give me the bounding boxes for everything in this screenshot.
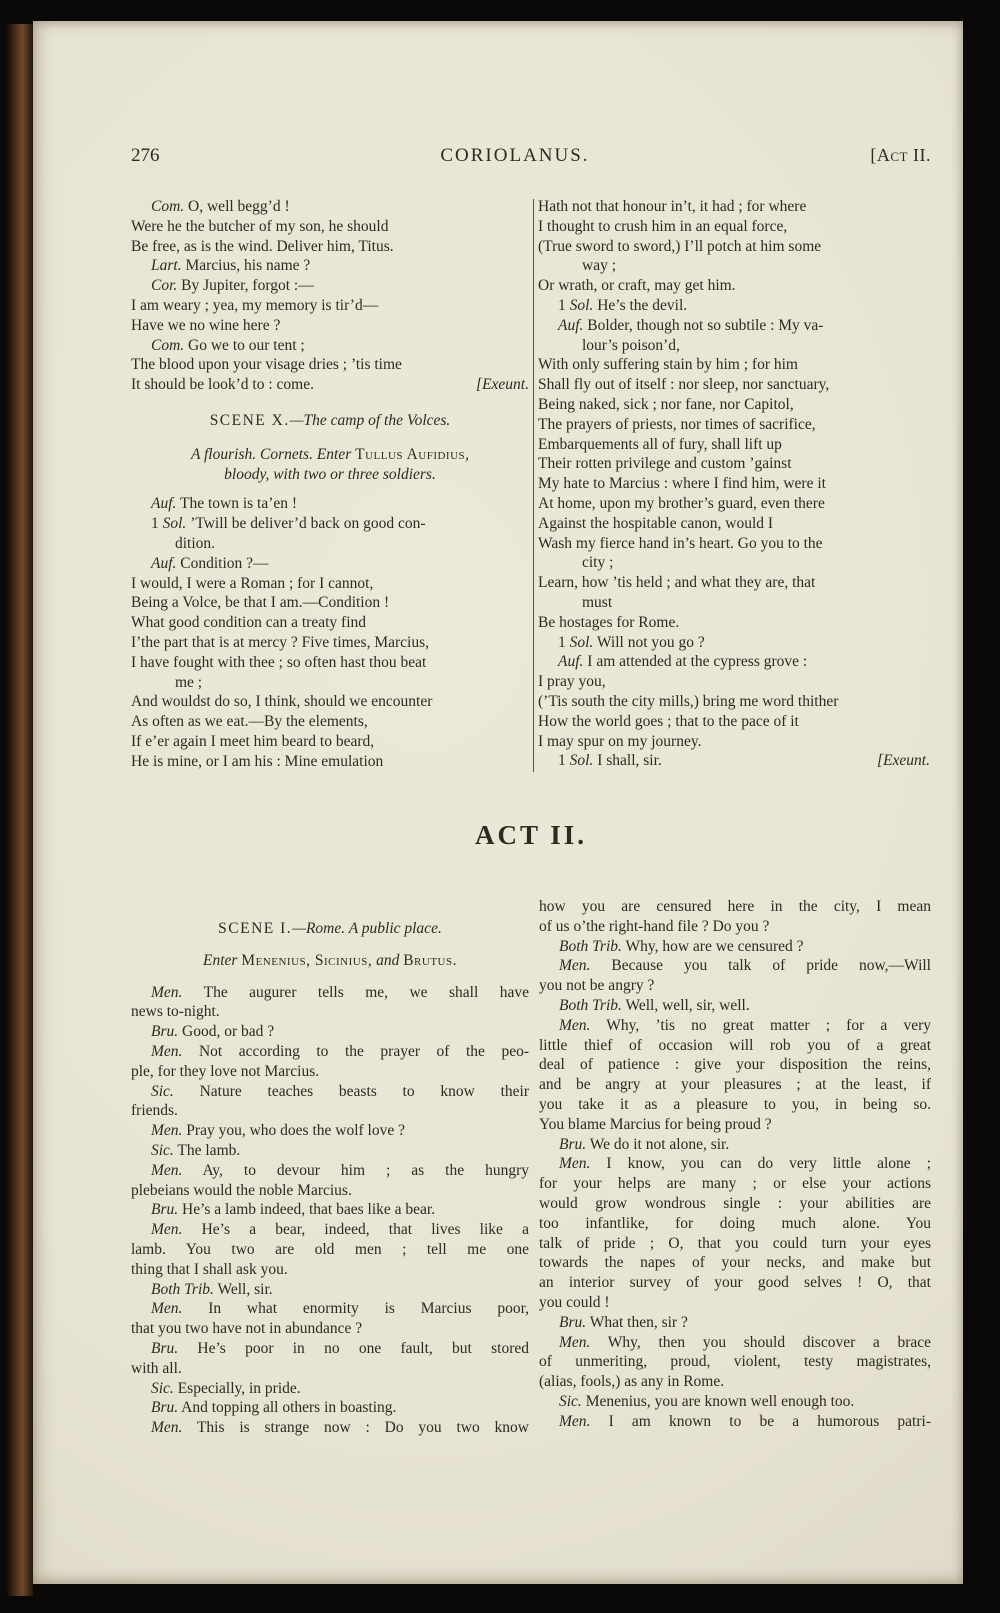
top-left-column <box>131 197 529 772</box>
text-segment: —Rome. A public place. <box>292 920 442 937</box>
text-line <box>539 1055 931 1075</box>
text-segment: We do it not alone, sir. <box>586 1135 730 1153</box>
text-segment: (’Tis south the city mills,) bring me word thither <box>538 692 839 710</box>
text-segment: you not be angry ? <box>539 977 655 995</box>
text-line <box>538 415 930 435</box>
text-line <box>539 1214 931 1234</box>
text-segment: and <box>372 951 404 969</box>
text-segment: Men. <box>559 1412 591 1430</box>
page-number: 276 <box>131 145 160 166</box>
text-line <box>131 1299 529 1319</box>
text-line <box>131 316 529 336</box>
column-divider-rule <box>533 199 534 772</box>
text-segment: Bru. <box>151 1201 179 1219</box>
text-segment: Menenius, you are known well enough too. <box>581 1392 855 1410</box>
text-line <box>131 1181 529 1201</box>
stage-direction-exeunt: [Exeunt. <box>476 376 529 394</box>
text-segment: Well, well, sir, well. <box>621 996 750 1014</box>
text-segment: way ; <box>582 257 617 275</box>
text-line <box>131 1220 529 1240</box>
text-segment: Will not you go ? <box>593 633 705 651</box>
text-segment: I am known to be a humorous patri- <box>590 1412 931 1430</box>
text-line <box>539 917 931 937</box>
text-segment: bloody, with two or three soldiers. <box>224 465 436 483</box>
text-segment: 1 <box>151 515 163 533</box>
text-line <box>131 1121 529 1141</box>
text-line <box>538 296 930 316</box>
text-line <box>538 316 930 336</box>
book-spine <box>6 24 33 1596</box>
text-line <box>131 1339 529 1359</box>
text-segment: Condition ?— <box>176 554 269 572</box>
text-segment: Why, ’tis no great matter ; for a very <box>590 1016 931 1034</box>
text-segment: Bru. <box>559 1135 587 1153</box>
text-segment: I shall, sir. <box>593 752 662 770</box>
text-segment: Auf. <box>151 495 177 513</box>
text-segment: for your helps are many ; or else your actions <box>539 1175 931 1193</box>
text-line <box>131 1101 529 1121</box>
text-segment: Bru. <box>151 1399 179 1417</box>
text-segment: Men. <box>151 983 183 1001</box>
book-page <box>33 21 963 1584</box>
text-line <box>539 897 931 917</box>
text-segment: And wouldst do so, I think, should we encounter <box>131 693 433 711</box>
heading-line <box>131 445 529 465</box>
text-segment: I pray you, <box>538 673 606 691</box>
text-segment: The prayers of priests, nor times of sacrifice, <box>538 415 816 433</box>
text-line <box>131 1022 529 1042</box>
text-line <box>131 1418 529 1438</box>
text-segment: (alias, fools,) as any in Rome. <box>539 1373 725 1391</box>
text-line <box>131 712 529 732</box>
text-segment: 1 <box>558 752 570 770</box>
text-line <box>539 1293 931 1313</box>
text-segment: Cor. <box>151 277 178 295</box>
text-line <box>538 573 930 593</box>
text-segment: Be free, as is the wind. Deliver him, Titus. <box>131 237 394 255</box>
text-segment: towards the napes of your necks, and make but <box>539 1254 931 1272</box>
text-line <box>539 1174 931 1194</box>
text-segment: Sic. <box>151 1141 174 1159</box>
text-segment: Bru. <box>151 1339 179 1357</box>
text-segment: The town is ta’en ! <box>176 495 298 513</box>
text-segment: me ; <box>175 673 203 691</box>
text-segment: I am attended at the cypress grove : <box>583 653 808 671</box>
text-segment: He’s poor in no one fault, but stored <box>178 1339 529 1357</box>
text-segment: Sol. <box>162 515 187 533</box>
text-line <box>538 237 930 257</box>
text-segment: I may spur on my journey. <box>538 732 702 750</box>
text-segment: Marcius, his name ? <box>181 257 311 275</box>
text-segment: The blood upon your visage dries ; ’tis time <box>131 356 402 374</box>
text-segment: Auf. <box>558 653 584 671</box>
text-segment: Bolder, though not so subtile : My va- <box>583 316 824 334</box>
text-line <box>539 1313 931 1333</box>
text-segment: Be hostages for Rome. <box>538 613 680 631</box>
text-line <box>538 633 930 653</box>
text-line <box>538 652 930 672</box>
text-segment: Enter <box>202 951 242 969</box>
text-segment: He’s a bear, indeed, that lives like a <box>182 1221 529 1239</box>
text-segment: Men. <box>151 1419 183 1437</box>
text-segment: (True sword to sword,) I’ll potch at him some <box>538 237 822 255</box>
text-line <box>538 276 930 296</box>
text-segment: Tullus Aufidius <box>355 445 466 463</box>
act-heading: ACT II. <box>474 820 588 850</box>
text-line <box>131 1002 529 1022</box>
text-line <box>131 276 529 296</box>
text-segment: He’s the devil. <box>593 296 688 314</box>
text-segment: how you are censured here in the city, I mean <box>539 898 931 915</box>
text-line <box>131 1398 529 1418</box>
text-segment: Were he the butcher of my son, he should <box>131 217 389 235</box>
text-segment: By Jupiter, forgot :— <box>177 277 314 295</box>
text-segment: Not according to the prayer of the peo- <box>182 1042 529 1060</box>
text-line <box>538 217 930 237</box>
text-line <box>131 673 529 693</box>
text-segment: dition. <box>175 534 216 552</box>
text-line <box>538 197 930 217</box>
text-segment: I would, I were a Roman ; for I cannot, <box>131 574 374 592</box>
text-segment: Pray you, who does the wolf love ? <box>182 1122 405 1140</box>
text-segment: Why, how are we censured ? <box>621 937 804 955</box>
text-line <box>538 256 930 276</box>
text-line <box>538 454 930 474</box>
text-segment: , <box>465 445 470 463</box>
heading-line <box>131 465 529 485</box>
text-line <box>539 1273 931 1293</box>
top-text-section <box>131 197 931 772</box>
text-segment: Being a Volce, be that I am.—Condition ! <box>131 594 390 612</box>
text-segment: I thought to crush him in an equal force, <box>538 217 788 235</box>
running-title: CORIOLANUS. <box>440 145 590 166</box>
text-line <box>539 1412 931 1432</box>
text-line <box>539 976 931 996</box>
text-line <box>538 336 930 356</box>
text-segment: O, well begg’d ! <box>184 198 290 215</box>
text-segment: Men. <box>151 1042 183 1060</box>
text-segment: Both Trib. <box>559 996 622 1014</box>
text-segment: friends. <box>131 1102 178 1120</box>
text-segment: Com. <box>151 336 185 354</box>
text-segment: Sol. <box>569 752 594 770</box>
text-segment: Good, or bad ? <box>178 1023 275 1041</box>
text-line <box>131 653 529 673</box>
text-segment: news to-night. <box>131 1003 220 1021</box>
text-segment: you could ! <box>539 1293 610 1311</box>
text-line <box>539 956 931 976</box>
text-line <box>131 1240 529 1260</box>
text-line <box>131 633 529 653</box>
text-segment: You blame Marcius for being proud ? <box>539 1115 772 1133</box>
text-line <box>131 1379 529 1399</box>
text-segment: too infantlike, for doing much alone. You <box>539 1214 931 1232</box>
act-label: [Act II. <box>870 145 931 165</box>
text-segment: Against the hospitable canon, would I <box>538 514 774 532</box>
text-segment: Ay, to devour him ; as the hungry <box>182 1161 529 1179</box>
text-line <box>131 613 529 633</box>
heading-line <box>131 411 529 431</box>
text-line <box>538 435 930 455</box>
text-segment: It should be look’d to : come. <box>131 376 314 394</box>
text-segment: with all. <box>131 1359 182 1377</box>
text-segment: Menenius, Sicinius, <box>241 951 373 969</box>
text-line <box>539 1016 931 1036</box>
heading-line <box>131 951 529 971</box>
text-line <box>131 355 529 375</box>
bottom-text-section <box>131 897 931 1438</box>
text-segment: 1 <box>558 296 570 314</box>
text-segment: Bru. <box>559 1313 587 1331</box>
text-segment: Their rotten privilege and custom ’gainst <box>538 455 792 473</box>
text-line <box>539 1234 931 1254</box>
text-line <box>538 751 930 771</box>
text-line <box>131 1319 529 1339</box>
text-segment: The lamb. <box>173 1141 241 1159</box>
text-segment: With only suffering stain by him ; for him <box>538 356 798 374</box>
text-segment: I’the part that is at mercy ? Five times, Marcius, <box>131 633 430 651</box>
text-line <box>131 983 529 1003</box>
text-line <box>131 494 529 514</box>
text-segment: Men. <box>151 1221 183 1239</box>
text-segment: Men. <box>559 957 591 975</box>
text-line <box>539 1135 931 1155</box>
text-line <box>131 256 529 276</box>
text-segment: Why, then you should discover a brace <box>590 1333 931 1351</box>
text-line <box>539 1075 931 1095</box>
text-line <box>131 554 529 574</box>
text-line <box>538 534 930 554</box>
text-segment: Well, sir. <box>213 1280 273 1298</box>
text-segment: Men. <box>559 1155 591 1173</box>
text-line <box>539 937 931 957</box>
text-line <box>131 1161 529 1181</box>
text-segment: In what enormity is Marcius poor, <box>182 1300 529 1318</box>
text-segment: SCENE X. <box>209 411 290 429</box>
text-segment: I know, you can do very little alone ; <box>590 1155 931 1173</box>
text-segment: My hate to Marcius : where I find him, were it <box>538 475 826 493</box>
text-segment: ’Twill be deliver’d back on good con- <box>186 515 426 533</box>
heading-line <box>131 919 529 939</box>
text-segment: Shall fly out of itself : nor sleep, nor sanctuary, <box>538 376 830 394</box>
page-header <box>131 145 931 167</box>
text-line <box>131 1359 529 1379</box>
text-segment: would grow wondrous single : your abilities are <box>539 1194 931 1212</box>
text-segment: ple, for they love not Marcius. <box>131 1062 320 1080</box>
text-segment: I am weary ; yea, my memory is tir’d— <box>131 296 379 314</box>
text-segment: As often as we eat.—By the elements, <box>131 713 368 731</box>
text-line <box>131 732 529 752</box>
text-line <box>539 1036 931 1056</box>
text-segment: Auf. <box>151 554 177 572</box>
text-segment: What good condition can a treaty find <box>131 614 367 632</box>
text-segment: SCENE I. <box>218 920 293 937</box>
text-segment: and be angry at your pleasures ; at the least, if <box>539 1076 931 1094</box>
top-right-column <box>538 197 930 772</box>
text-line <box>131 1042 529 1062</box>
text-line <box>538 474 930 494</box>
text-line <box>131 593 529 613</box>
text-segment: Embarquements all of fury, shall lift up <box>538 435 782 453</box>
text-line <box>539 1253 931 1273</box>
text-line <box>131 1280 529 1300</box>
text-segment: city ; <box>582 554 614 572</box>
text-line <box>539 1333 931 1353</box>
text-line <box>538 395 930 415</box>
text-line <box>538 692 930 712</box>
text-segment: The augurer tells me, we shall have <box>182 983 529 1001</box>
text-segment: Go we to our tent ; <box>184 336 305 354</box>
text-segment: He is mine, or I am his : Mine emulation <box>131 752 384 770</box>
text-segment: must <box>582 593 613 611</box>
text-segment: At home, upon my brother’s guard, even there <box>538 494 825 512</box>
text-segment: If e’er again I meet him beard to beard, <box>131 732 375 750</box>
text-segment: lamb. You two are old men ; tell me one <box>131 1240 529 1258</box>
text-segment: Learn, how ’tis held ; and what they are, that <box>538 574 816 592</box>
text-line <box>131 1062 529 1082</box>
text-line <box>539 1194 931 1214</box>
text-segment: I have fought with thee ; so often hast thou beat <box>131 653 427 671</box>
text-line <box>131 237 529 257</box>
text-line <box>131 217 529 237</box>
text-line <box>131 296 529 316</box>
text-segment: Brutus. <box>403 951 457 969</box>
text-segment: How the world goes ; that to the pace of it <box>538 712 799 730</box>
text-segment: Men. <box>559 1333 591 1351</box>
bottom-right-column <box>539 897 931 1438</box>
text-segment: Especially, in pride. <box>173 1379 301 1397</box>
text-segment: Or wrath, or craft, may get him. <box>538 277 736 295</box>
text-segment: Because you talk of pride now,—Will <box>590 957 931 975</box>
text-line <box>131 1260 529 1280</box>
text-line <box>131 692 529 712</box>
text-line <box>131 1200 529 1220</box>
text-line <box>538 514 930 534</box>
text-segment: thing that I shall ask you. <box>131 1260 288 1278</box>
text-line <box>131 336 529 356</box>
text-segment: Sol. <box>569 296 594 314</box>
text-segment: you take it as a pleasure to you, in being so. <box>539 1095 931 1113</box>
text-segment: Both Trib. <box>151 1280 214 1298</box>
text-line <box>538 494 930 514</box>
text-line <box>538 712 930 732</box>
text-line <box>131 752 529 772</box>
text-segment: He’s a lamb indeed, that baes like a bear. <box>178 1201 436 1219</box>
text-line <box>539 1352 931 1372</box>
text-line <box>131 1082 529 1102</box>
text-line <box>539 1095 931 1115</box>
text-segment: Sic. <box>151 1379 174 1397</box>
text-segment: Men. <box>151 1122 183 1140</box>
text-segment: A flourish. Cornets. Enter <box>190 445 356 463</box>
text-line <box>538 355 930 375</box>
stage-direction-exeunt: [Exeunt. <box>877 752 930 770</box>
text-segment: Bru. <box>151 1023 179 1041</box>
text-segment: Sic. <box>151 1082 174 1100</box>
text-segment: Being naked, sick ; nor fane, nor Capitol, <box>538 395 794 413</box>
text-line <box>131 534 529 554</box>
text-segment: Hath not that honour in’t, it had ; for where <box>538 198 807 215</box>
text-segment: little thief of occasion will rob you of a great <box>539 1036 931 1054</box>
text-line <box>538 375 930 395</box>
text-segment: Sic. <box>559 1392 582 1410</box>
text-line <box>539 1392 931 1412</box>
text-segment: Nature teaches beasts to know their <box>173 1082 529 1100</box>
text-line <box>539 1372 931 1392</box>
text-segment: of us o’the right-hand file ? Do you ? <box>539 917 770 935</box>
text-line <box>538 672 930 692</box>
text-segment: Men. <box>151 1300 183 1318</box>
text-segment: Men. <box>559 1016 591 1034</box>
text-segment: of unmeriting, proud, violent, testy magistrates, <box>539 1353 931 1371</box>
text-line <box>131 375 529 395</box>
text-segment: plebeians would the noble Marcius. <box>131 1181 352 1199</box>
text-segment: Lart. <box>151 257 182 275</box>
text-segment: Have we no wine here ? <box>131 316 281 334</box>
text-segment: lour’s poison’d, <box>582 336 680 354</box>
text-segment: —The camp of the Volces. <box>289 411 451 429</box>
text-line <box>131 574 529 594</box>
text-segment: talk of pride ; O, that you could turn your eyes <box>539 1234 931 1252</box>
text-line <box>131 197 529 217</box>
text-segment: And topping all others in boasting. <box>178 1399 397 1417</box>
text-segment: an interior survey of your good selves ! O, that <box>539 1274 931 1292</box>
text-segment: deal of patience : give your disposition the reins, <box>539 1056 931 1074</box>
text-segment: Both Trib. <box>559 937 622 955</box>
text-line <box>538 732 930 752</box>
text-line <box>538 593 930 613</box>
text-segment: Men. <box>151 1161 183 1179</box>
text-line <box>538 553 930 573</box>
bottom-left-column <box>131 897 529 1438</box>
text-line <box>539 996 931 1016</box>
text-segment: Wash my fierce hand in’s heart. Go you to the <box>538 534 823 552</box>
text-segment: 1 <box>558 633 570 651</box>
text-line <box>539 1115 931 1135</box>
text-line <box>539 1154 931 1174</box>
text-line <box>131 1141 529 1161</box>
text-line <box>538 613 930 633</box>
text-segment: This is strange now : Do you two know <box>182 1419 529 1437</box>
text-segment: that you two have not in abundance ? <box>131 1320 363 1338</box>
text-segment: Com. <box>151 198 185 215</box>
text-segment: What then, sir ? <box>586 1313 688 1331</box>
text-segment: Auf. <box>558 316 584 334</box>
text-line <box>131 514 529 534</box>
text-segment: Sol. <box>569 633 594 651</box>
